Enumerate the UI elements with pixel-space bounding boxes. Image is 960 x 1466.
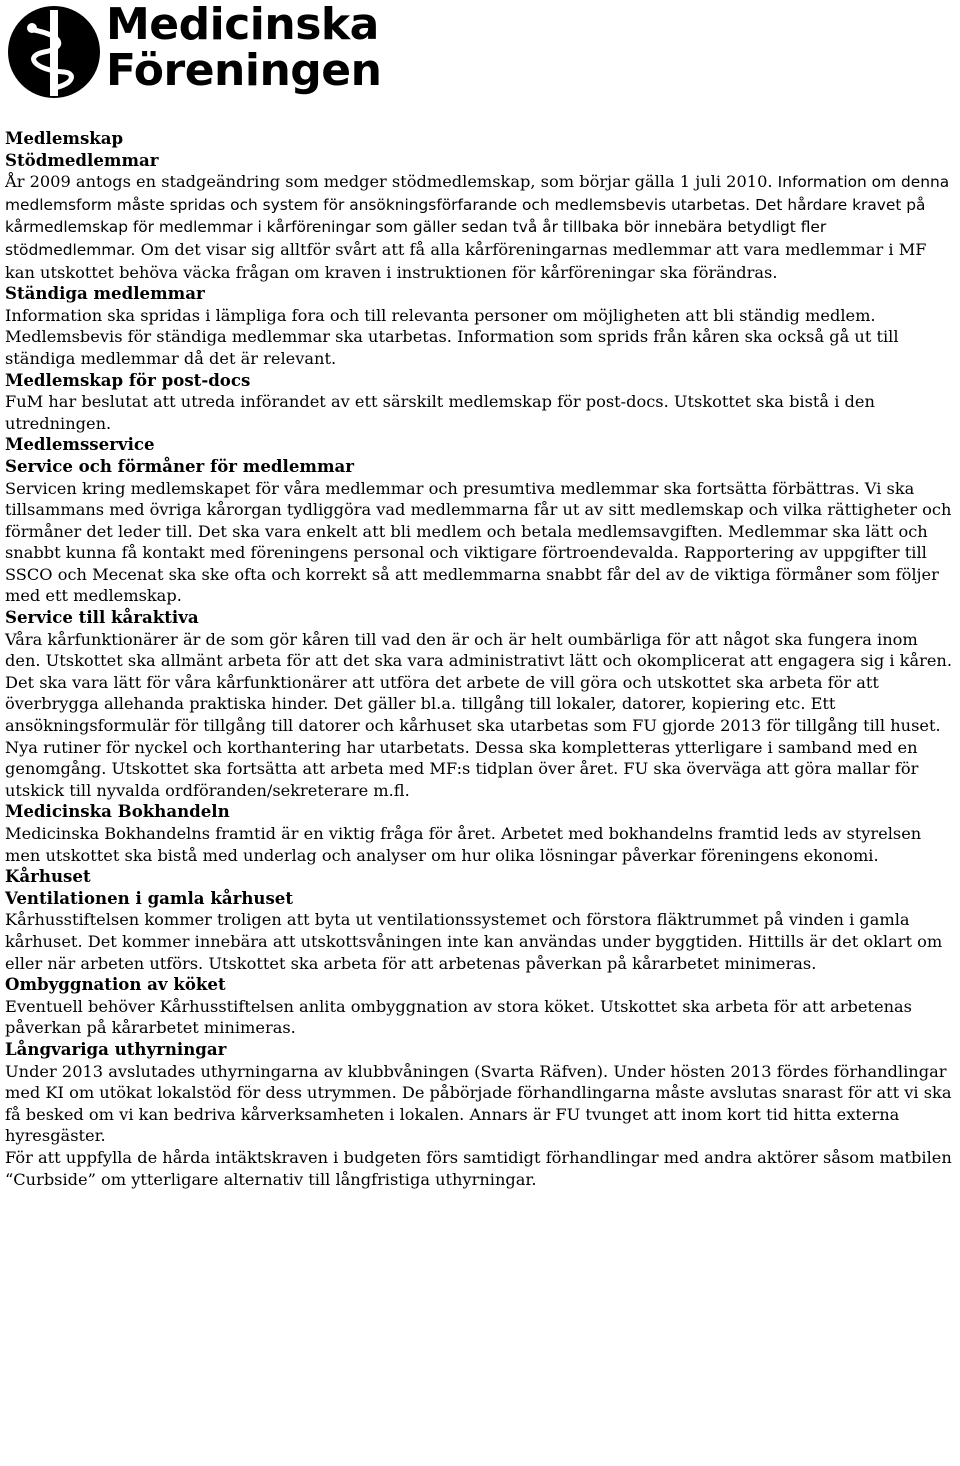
stodmedlemmar-text-2: Information om denna medlemsform måste spridas och system för ansökningsförfarande och medlemsbevis utarbetas. Det hårdare kravet på kårmedlemskap för medlemmar i kårföreningar som gäller sedan två år tillbaka bör innebära betydligt fler stödmedlemmar. <box>5 173 950 259</box>
heading-uthyrningar: Långvariga uthyrningar <box>5 1038 227 1059</box>
heading-service-karaktiva: Service till kåraktiva <box>5 607 199 628</box>
heading-post-docs: Medlemskap för post-docs <box>5 369 251 390</box>
heading-ventilationen: Ventilationen i gamla kårhuset <box>5 887 294 908</box>
paragraph-service-karaktiva: Våra kårfunktionärer är de som gör kåren till vad den är och är helt oumbärliga för att något ska fungera inom den. Utskottet ska allmänt arbeta för att det ska vara administrativt lätt och okomplicerat att engagera sig i kåren. Det ska vara lätt för våra kårfunktionärer att utföra det arbete de vill göra och utskottet ska arbeta för att överbrygga allehanda praktiska hinder. Det gäller bl.a. tillgång till lokaler, datorer, kopiering etc. Ett ansökningsformulär för tillgång till datorer och kårhuset ska utarbetas som FU gjorde 2013 för tillgång till huset. Nya rutiner för nyckel och korthantering har utarbetats. Dessa ska kompletteras ytterligare i samband med en genomgång. Utskottet ska fortsätta att arbeta med MF:s tidplan över året. FU ska överväga att göra mallar för utskick till nyvalda ordföranden/sekreterare m.fl. <box>5 629 953 800</box>
paragraph-stodmedlemmar <box>5 171 955 283</box>
paragraph-standiga-medlemmar: Information ska spridas i lämpliga fora och till relevanta personer om möjligheten att bli ständig medlem. Medlemsbevis för ständiga medlemmar ska utarbetas. Information som sprids från kåren ska också gå ut till ständiga medlemmar då det är relevant. <box>5 305 899 368</box>
logo-line-2: Föreningen <box>106 45 382 96</box>
caduceus-icon <box>4 0 102 104</box>
paragraph-ventilationen: Kårhusstiftelsen kommer troligen att byta ut ventilationssystemet och förstora fläktrummet på vinden i gamla kårhuset. Det kommer innebära att utskottsvåningen inte kan användas under byggtiden. Hittills är det oklart om eller när arbeten utförs. Utskottet ska arbeta för att arbetenas påverkan på kårarbetet minimeras. <box>5 910 943 973</box>
paragraph-post-docs: FuM har beslutat att utreda införandet av ett särskilt medlemskap för post-docs. Utskottet ska bistå i den utredningen. <box>5 392 875 433</box>
heading-medlemskap: Medlemskap <box>5 128 124 148</box>
logo-line-1: Medicinska <box>106 0 379 50</box>
heading-karhuset: Kårhuset <box>5 866 91 887</box>
paragraph-uthyrningar-2: För att uppfylla de hårda intäktskraven i budgeten förs samtidigt förhandlingar med andra aktörer såsom matbilen “Curbside” om ytterligare alternativ till långfristiga uthyrningar. <box>5 1147 952 1189</box>
heading-medlemsservice: Medlemsservice <box>5 434 155 455</box>
stodmedlemmar-text-3: Om det visar sig alltför svårt att få alla kårföreningarnas medlemmar att vara medlemmar i MF kan utskottet behöva väcka frågan om kraven i instruktionen för kårföreningar ska förändras. <box>5 239 927 282</box>
paragraph-koket: Eventuell behöver Kårhusstiftelsen anlita ombyggnation av stora köket. Utskottet ska arbeta för att arbetenas påverkan på kårarbetet minimeras. <box>5 996 912 1038</box>
heading-service-formaner: Service och förmåner för medlemmar <box>5 455 354 476</box>
paragraph-uthyrningar: Under 2013 avslutades uthyrningarna av klubbvåningen (Svarta Räfven). Under hösten 2013 fördes förhandlingar med KI om utökat lokalstöd för dess utrymmen. De påbörjade förhandlingarna måste avslutas snarast för att vi ska få besked om vi kan bedriva kårverksamheten i lokalen. Annars är FU tvunget att inom kort tid hitta externa hyresgäster. <box>5 1061 952 1146</box>
paragraph-bokhandeln: Medicinska Bokhandelns framtid är en viktig fråga för året. Arbetet med bokhandelns framtid leds av styrelsen men utskottet ska bistå med underlag och analyser om hur olika lösningar påverkar föreningens ekonomi. <box>5 824 922 865</box>
heading-stodmedlemmar: Stödmedlemmar <box>5 149 159 170</box>
document-body <box>5 128 955 1190</box>
stodmedlemmar-text-1: År 2009 antogs en stadgeändring som medger stödmedlemskap, som börjar gälla 1 juli 2010. <box>5 172 773 192</box>
medicinska-foreningen-logo <box>4 0 382 106</box>
paragraph-service-formaner: Servicen kring medlemskapet för våra medlemmar och presumtiva medlemmar ska fortsätta förbättras. Vi ska tillsammans med övriga kårorgan tydliggöra vad medlemmarna får ut av sitt medlemskap och vilka rättigheter och förmåner det leder till. Det ska vara enkelt att bli medlem och betala medlemsavgiften. Medlemmar ska lätt och snabbt kunna få kontakt med föreningens personal och viktigare förtroendevalda. Rapportering av uppgifter till SSCO och Mecenat ska ske ofta och korrekt så att medlemmarna snabbt får del av de viktiga förmåner som följer med ett medlemskap. <box>5 478 952 606</box>
heading-koket: Ombyggnation av köket <box>5 974 226 995</box>
heading-bokhandeln: Medicinska Bokhandeln <box>5 801 230 822</box>
heading-standiga-medlemmar: Ständiga medlemmar <box>5 283 205 304</box>
